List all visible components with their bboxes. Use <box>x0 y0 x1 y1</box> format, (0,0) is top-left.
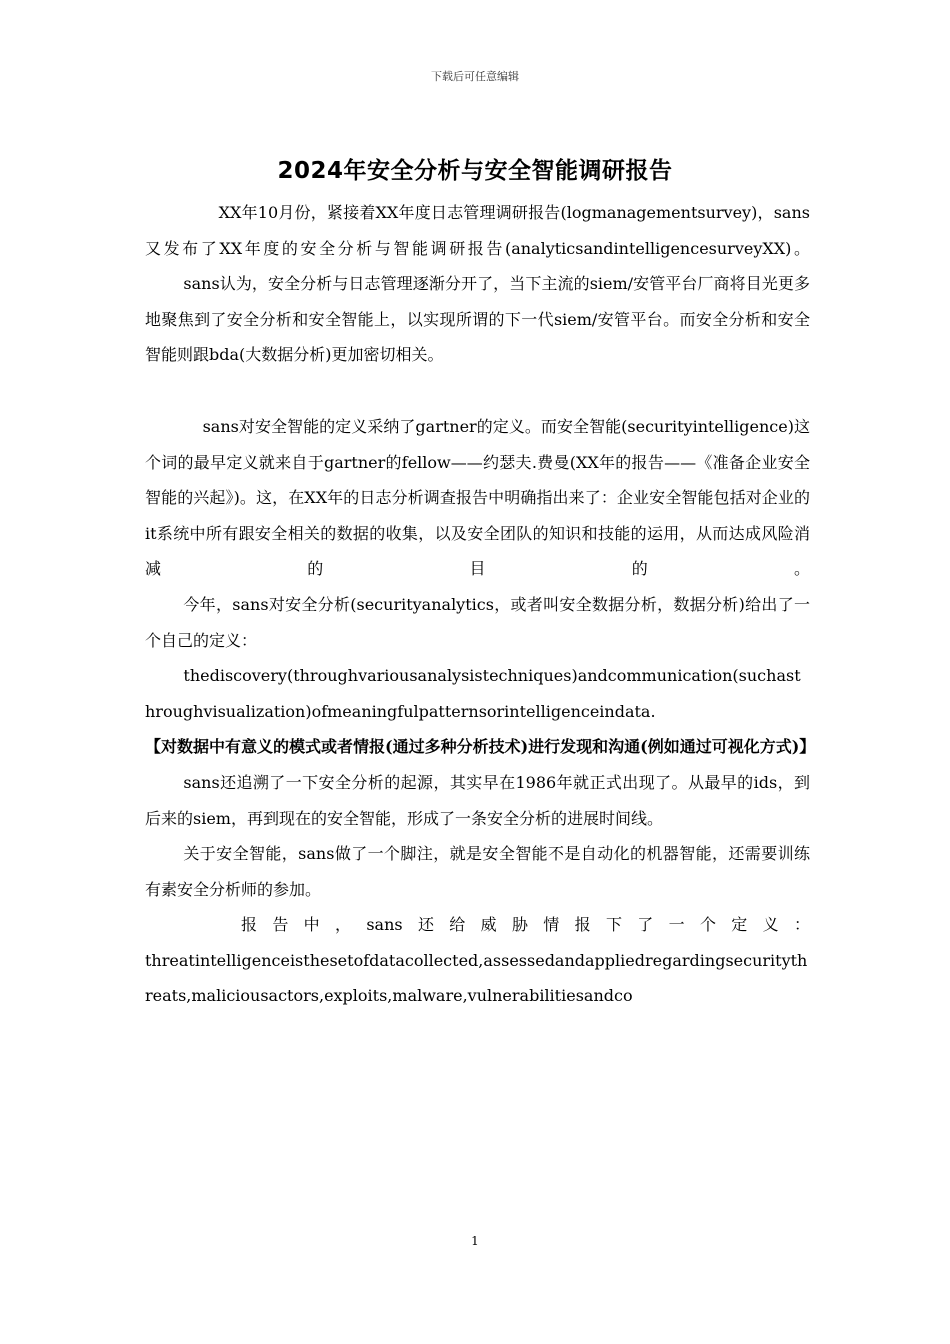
page-header-note: 下载后可任意编辑 <box>431 70 519 83</box>
paragraph-footnote: 关于安全智能，sans做了一个脚注，就是安全智能不是自动化的机器智能，还需要训练有素安全分析师的参加。 <box>145 844 810 899</box>
paragraph-origin: sans还追溯了一下安全分析的起源，其实早在1986年就正式出现了。从最早的ids，到后来的siem，再到现在的安全智能，形成了一条安全分析的进展时间线。 <box>145 772 810 828</box>
page-number: 1 <box>471 1234 479 1248</box>
paragraph-sans-view: sans认为，安全分析与日志管理逐渐分开了，当下主流的siem/安管平台厂商将目光更多地聚焦到了安全分析和安全智能上，以实现所谓的下一代siem/安管平台。而安全分析和安全智能则跟bda(大数据分析)更加密切相关。 <box>145 274 810 365</box>
paragraph-english-definition: thediscovery(throughvariousanalysistechniques)andcommunication(suchasthroughvisualization)ofmeaningfulpatternsorintelligenceindata. <box>145 666 801 721</box>
paragraph-security-intelligence-definition: sans对安全智能的定义采纳了gartner的定义。而安全智能(securityintelligence)这个词的最早定义就来自于gartner的fellow——约瑟夫.费曼(XX年的报告——《准备企业安全智能的兴起》)。这，在XX年的日志分析调查报告中明确指出来了：企业安全智能包括对企业的it系统中所有跟安全相关的数据的收集，以及安全团队的知识和技能的运用，从而达成风险消减的目的。 <box>145 416 810 579</box>
paragraph-intro: XX年10月份，紧接着XX年度日志管理调研报告(logmanagementsurvey)，sans又发布了XX年度的安全分析与智能调研报告(analyticsandintelligencesurveyXX)。 <box>145 203 810 258</box>
document-title: 2024年安全分析与安全智能调研报告 <box>277 158 673 184</box>
paragraph-security-analytics-intro: 今年，sans对安全分析(securityanalytics，或者叫安全数据分析，数据分析)给出了一个自己的定义： <box>145 594 810 650</box>
paragraph-threat-intel-definition: threatintelligenceisthesetofdatacollected,assessedandappliedregardingsecuritythreats,maliciousactors,exploits,malware,vulnerabilitiesandco <box>145 950 808 1006</box>
document-body <box>145 195 816 1014</box>
paragraph-definition-translation: 【对数据中有意义的模式或者情报(通过多种分析技术)进行发现和沟通(例如通过可视化方式)】 <box>145 737 816 757</box>
paragraph-gap <box>145 373 810 409</box>
paragraph-threat-intel-lead: 报告中，sans还给威胁情报下了一个定义： <box>241 915 810 935</box>
